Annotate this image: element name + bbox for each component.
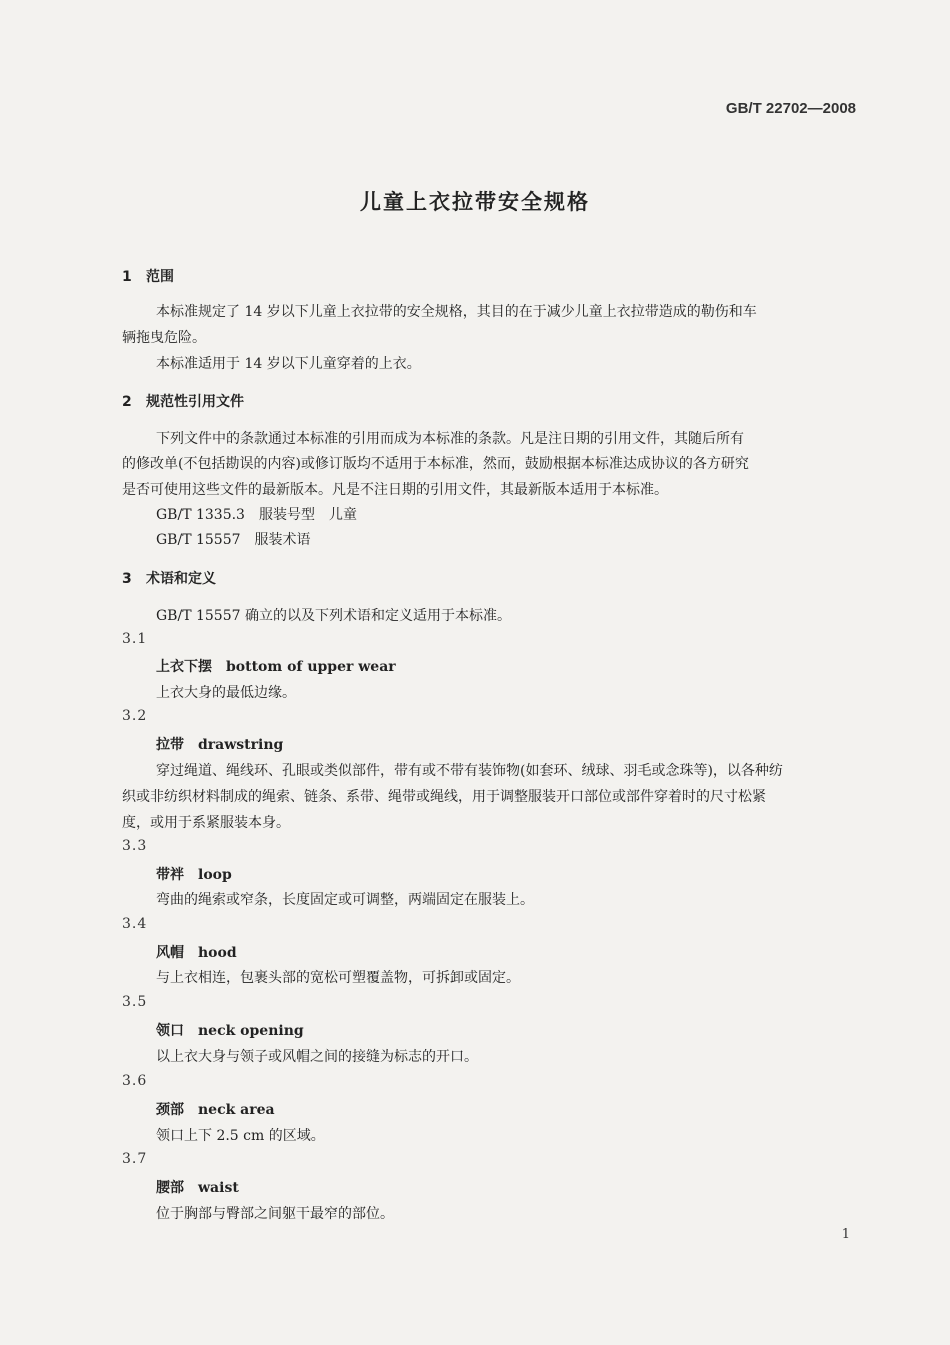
term-definition: 与上衣相连，包裹头部的宽松可塑覆盖物，可拆卸或固定。 (156, 970, 520, 986)
term-number: 3.3 (122, 838, 148, 854)
term-chinese: 拉带 (156, 737, 184, 753)
term-definition: 穿过绳道、绳线环、孔眼或类似部件，带有或不带有装饰物(如套环、绒球、羽毛或念珠等)，以各种纺 (156, 763, 783, 779)
term-english: drawstring (198, 737, 284, 753)
term-number: 3.2 (122, 708, 148, 724)
term-heading (156, 1099, 275, 1119)
term-number: 3.1 (122, 631, 148, 647)
term-definition: 度，或用于系紧服装本身。 (122, 815, 290, 831)
term-heading (156, 942, 237, 962)
term-english: bottom of upper wear (226, 659, 396, 675)
term-heading (156, 656, 396, 676)
term-heading (156, 1020, 304, 1040)
term-definition: 以上衣大身与领子或风帽之间的接缝为标志的开口。 (156, 1049, 478, 1065)
section-2-heading (122, 391, 244, 411)
term-chinese: 风帽 (156, 945, 184, 961)
section-1-paragraph-2: 本标准适用于 14 岁以下儿童穿着的上衣。 (156, 356, 421, 372)
term-english: waist (198, 1180, 239, 1196)
term-heading (156, 734, 283, 754)
section-2-number: 2 (122, 394, 132, 410)
term-definition: 弯曲的绳索或窄条，长度固定或可调整，两端固定在服装上。 (156, 892, 534, 908)
document-title: 儿童上衣拉带安全规格 (360, 190, 590, 214)
page-number: 1 (841, 1227, 850, 1242)
term-definition: 织或非纺织材料制成的绳索、链条、系带、绳带或绳线，用于调整服装开口部位或部件穿着时的尺寸松紧 (122, 789, 766, 805)
section-1-paragraph-1-line-2: 辆拖曳危险。 (122, 330, 206, 346)
term-english: hood (198, 945, 237, 961)
term-heading (156, 864, 232, 884)
section-3-intro: GB/T 15557 确立的以及下列术语和定义适用于本标准。 (156, 608, 511, 624)
section-2-paragraph-line-3: 是否可使用这些文件的最新版本。凡是不注日期的引用文件，其最新版本适用于本标准。 (122, 482, 668, 498)
section-2-paragraph-line-1: 下列文件中的条款通过本标准的引用而成为本标准的条款。凡是注日期的引用文件，其随后所有 (156, 431, 744, 447)
section-1-number: 1 (122, 269, 132, 285)
term-definition: 位于胸部与臀部之间躯干最窄的部位。 (156, 1206, 394, 1222)
term-heading (156, 1177, 239, 1197)
section-1-paragraph-1-line-1: 本标准规定了 14 岁以下儿童上衣拉带的安全规格，其目的在于减少儿童上衣拉带造成的勒伤和车 (156, 304, 757, 320)
term-english: neck opening (198, 1023, 304, 1039)
term-chinese: 领口 (156, 1023, 184, 1039)
reference-item: GB/T 1335.3 服装号型 儿童 (156, 507, 357, 523)
section-2-paragraph-line-2: 的修改单(不包括勘误的内容)或修订版均不适用于本标准，然而，鼓励根据本标准达成协议的各方研究 (122, 456, 749, 472)
section-2-title: 规范性引用文件 (146, 394, 244, 410)
term-definition: 领口上下 2.5 cm 的区域。 (156, 1128, 325, 1144)
term-definition: 上衣大身的最低边缘。 (156, 685, 296, 701)
term-english: neck area (198, 1102, 275, 1118)
section-1-heading (122, 266, 174, 286)
term-chinese: 颈部 (156, 1102, 184, 1118)
section-1-title: 范围 (146, 269, 174, 285)
term-english: loop (198, 867, 232, 883)
term-chinese: 上衣下摆 (156, 659, 212, 675)
section-3-title: 术语和定义 (146, 571, 216, 587)
term-chinese: 腰部 (156, 1180, 184, 1196)
term-number: 3.4 (122, 916, 148, 932)
term-number: 3.7 (122, 1151, 148, 1167)
term-chinese: 带袢 (156, 867, 184, 883)
section-3-number: 3 (122, 571, 132, 587)
term-number: 3.5 (122, 994, 148, 1010)
section-3-heading (122, 568, 216, 588)
standard-code: GB/T 22702—2008 (725, 100, 856, 117)
term-number: 3.6 (122, 1073, 148, 1089)
reference-item: GB/T 15557 服装术语 (156, 532, 311, 548)
